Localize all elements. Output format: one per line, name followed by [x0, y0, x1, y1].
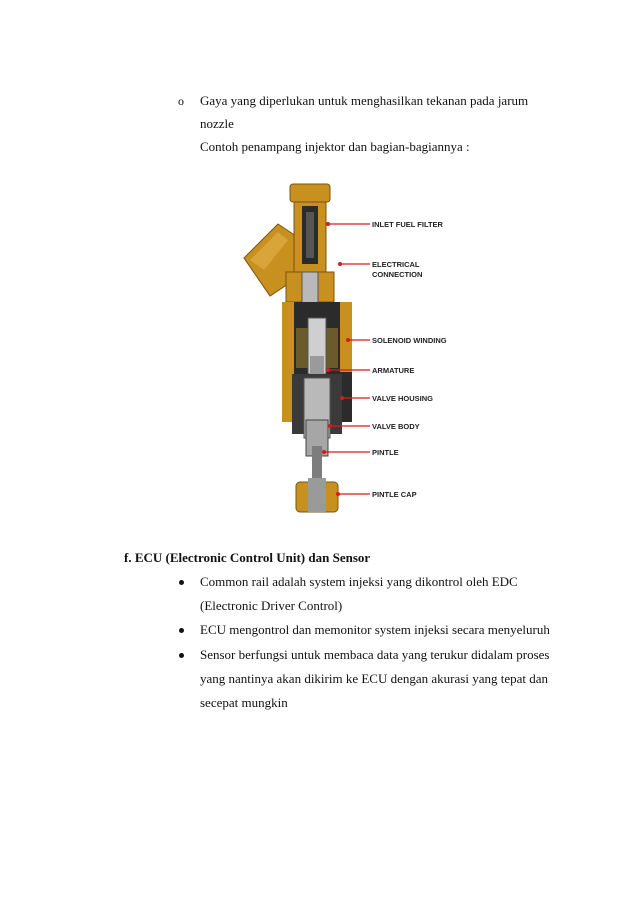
- label-armature: ARMATURE: [372, 366, 415, 375]
- intro-line-1: Gaya yang diperlukan untuk menghasilkan tekanan pada jarum: [200, 93, 529, 108]
- injector-diagram: [240, 178, 490, 524]
- bullet-3-line-1: Sensor berfungsi untuk membaca data yang terukur didalam proses: [200, 647, 550, 662]
- label-solenoid-winding: SOLENOID WINDING: [372, 336, 447, 345]
- label-inlet-fuel-filter: INLET FUEL FILTER: [372, 220, 443, 229]
- pintle-part: [312, 446, 322, 480]
- label-connection: CONNECTION: [372, 270, 423, 279]
- inlet-top: [290, 184, 330, 202]
- bullet-3-line-2: yang nantinya akan dikirim ke ECU dengan akurasi yang tepat dan: [200, 671, 549, 686]
- section-heading: f. ECU (Electronic Control Unit) dan Sensor: [124, 550, 371, 565]
- label-electrical: ELECTRICAL: [372, 260, 420, 269]
- solenoid-winding-part: [296, 328, 308, 368]
- label-valve-body: VALVE BODY: [372, 422, 420, 431]
- label-pintle: PINTLE: [372, 448, 399, 457]
- bullet-2-line-1: ECU mengontrol dan memonitor system injeksi secara menyeluruh: [200, 622, 550, 637]
- bullet-icon: [179, 653, 184, 658]
- label-valve-housing: VALVE HOUSING: [372, 394, 433, 403]
- bullet-3-line-3: secepat mungkin: [200, 695, 288, 710]
- intro-line-3: Contoh penampang injektor dan bagian-bagiannya :: [200, 139, 470, 154]
- intro-line-2: nozzle: [200, 116, 234, 131]
- label-pintle-cap: PINTLE CAP: [372, 490, 417, 499]
- bullet-icon: [179, 580, 184, 585]
- bullet-1-line-1: Common rail adalah system injeksi yang dikontrol oleh EDC: [200, 574, 518, 589]
- hollow-bullet-icon: o: [178, 94, 184, 108]
- bullet-icon: [179, 628, 184, 633]
- bullet-1-line-2: (Electronic Driver Control): [200, 598, 343, 613]
